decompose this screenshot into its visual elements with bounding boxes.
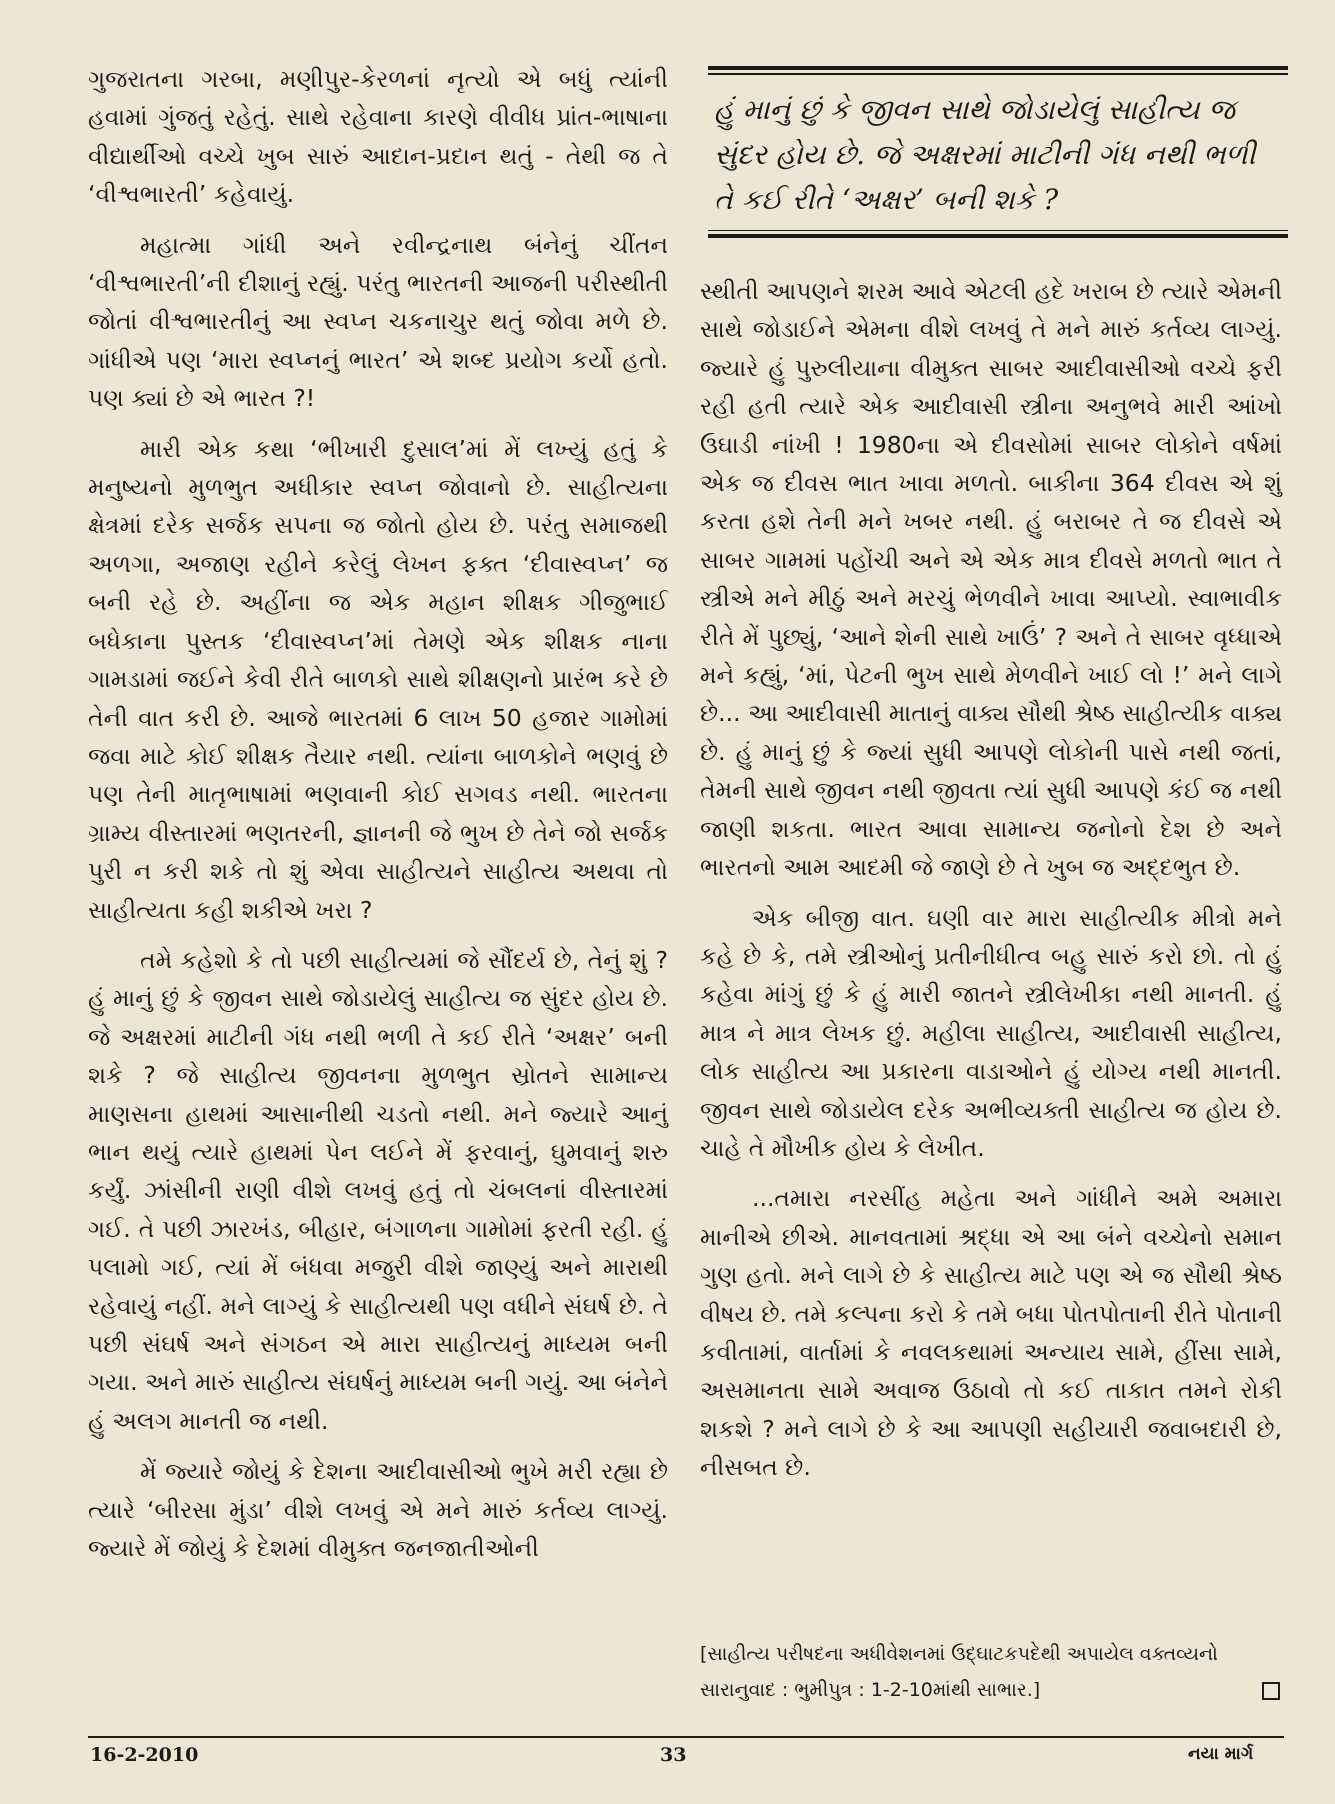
divider [708,234,1288,238]
paragraph: સ્થીતી આપણને શરમ આવે એટલી હદે ખરાબ છે ત્યારે એમની સાથે જોડાઈને એમના વીશે લખવું તે મને મારું કર્તવ્ય લાગ્યું. જ્યારે હું પુરુલીયાના વીમુક્ત સાબર આદીવાસીઓ વચ્ચે ફરી રહી હતી ત્યારે એક આદીવાસી સ્ત્રીના અનુભવે મારી આંખો ઉઘાડી નાંખી ! 1980ના એ દીવસોમાં સાબર લોકોને વર્ષમાં એક જ દીવસ ભાત ખાવા મળતો. બાકીના 364 દીવસ એ શું કરતા હશે તેની મને ખબર નથી. હું બરાબર તે જ દીવસે એ સાબર ગામમાં પહોંચી અને એ એક માત્ર દીવસે મળતો ભાત તે સ્ત્રીએ મને મીઠું અને મરચું ભેળવીને ખાવા આપ્યો. સ્વાભાવીક રીતે મેં પુછ્યું, ‘આને શેની સાથે ખાઉં’ ? અને તે સાબર વૃધ્ધાએ મને કહ્યું, ‘માં, પેટની ભુખ સાથે મેળવીને ખાઈ લો !’ મને લાગે છે... આ આદીવાસી માતાનું વાક્ય સૌથી શ્રેષ્ઠ સાહીત્યીક વાક્ય છે. હું માનું છું કે જ્યાં સુધી આપણે લોકોની પાસે નથી જતાં, તેમની સાથે જીવન નથી જીવતા ત્યાં સુધી આપણે કંઈ જ નથી જાણી શકતા. ભારત આવા સામાન્ય જનોનો દેશ છે અને ભારતનો આમ આદમી જે જાણે છે તે ખુબ જ અદ્દભુત છે. [700,277,1282,882]
paragraph: એક બીજી વાત. ઘણી વાર મારા સાહીત્યીક મીત્રો મને કહે છે કે, તમે સ્ત્રીઓનું પ્રતીનીધીત્વ બહુ સારું કરો છો. તો હું કહેવા માંગું છું કે હું મારી જાતને સ્ત્રીલેખીકા નથી માનતી. હું માત્ર ને માત્ર લેખક છું. મહીલા સાહીત્ય, આદીવાસી સાહીત્ય, લોક સાહીત્ય આ પ્રકારના વાડાઓને હું યોગ્ય નથી માનતી. જીવન સાથે જોડાયેલ દરેક અભીવ્યક્તી સાહીત્ય જ હોય છે. ચાહે તે મૌખીક હોય કે લેખીત. [700,903,1282,1162]
footnote-text: [સાહીત્ય પરીષદના અધીવેશનમાં ઉદ્ઘાટકપદેથી અપાયેલ વક્તવ્યનો સારાનુવાદ : ભુમીપુત્ર : 1-2-10માંથી સાભાર.] [700,1643,1218,1701]
source-footnote [700,1636,1282,1708]
page-number: 33 [660,1744,687,1766]
footer-divider [88,1736,1284,1738]
pull-quote-text: હું માનું છું કે જીવન સાથે જોડાયેલું સાહીત્ય જ સુંદર હોય છે. જે અક્ષરમાં માટીની ગંધ નથી ભળી તે કઈ રીતે ‘અક્ષર’ બની શકે ? [714,92,1256,216]
end-mark-icon [1262,1682,1280,1700]
paragraph: ગુજરાતના ગરબા, મણીપુર-કેરળનાં નૃત્યો એ બધું ત્યાંની હવામાં ગુંજતું રહેતું. સાથે રહેવાના કારણે વીવીધ પ્રાંત-ભાષાના વીદ્યાર્થીઓ વચ્ચે ખુબ સારું આદાન-પ્રદાન થતું - તેથી જ તે ‘વીશ્વભારતી’ કહેવાયું. [88,65,668,209]
paragraph: મારી એક કથા ‘ભીખારી દુસાલ’માં મેં લખ્યું હતું કે મનુષ્યનો મુળભુત અધીકાર સ્વપ્ન જોવાનો છે. સાહીત્યના ક્ષેત્રમાં દરેક સર્જક સપના જ જોતો હોય છે. પરંતુ સમાજથી અળગા, અજાણ રહીને કરેલું લેખન ફક્ત ‘દીવાસ્વપ્ન’ જ બની રહે છે. અહીંના જ એક મહાન શીક્ષક ગીજુભાઈ બધેકાના પુસ્તક ‘દીવાસ્વપ્ન’માં તેમણે એક શીક્ષક નાના ગામડામાં જઈને કેવી રીતે બાળકો સાથે શીક્ષણનો પ્રારંભ કરે છે તેની વાત કરી છે. આજે ભારતમાં 6 લાખ 50 હજાર ગામોમાં જવા માટે કોઈ શીક્ષક તૈયાર નથી. ત્યાંના બાળકોને ભણવું છે પણ તેની માતૃભાષામાં ભણવાની કોઈ સગવડ નથી. ભારતના ગ્રામ્ય વીસ્તારમાં ભણતરની, જ્ઞાનની જે ભુખ છે તેને જો સર્જક પુરી ન કરી શકે તો શું એવા સાહીત્યને સાહીત્ય અથવા તો સાહીત્યતા કહી શકીએ ખરા ? [88,434,668,924]
pull-quote [708,66,1288,238]
paragraph: મેં જ્યારે જોયું કે દેશના આદીવાસીઓ ભુખે મરી રહ્યા છે ત્યારે ‘બીરસા મુંડા’ વીશે લખવું એ મને મારું કર્તવ્ય લાગ્યું. જ્યારે મેં જોયું કે દેશમાં વીમુક્ત જનજાતીઓની [88,1457,668,1563]
left-column [88,60,668,1579]
paragraph: ...તમારા નરસીંહ મહેતા અને ગાંધીને અમે અમારા માનીએ છીએ. માનવતામાં શ્રદ્ધા એ આ બંને વચ્ચેનો સમાન ગુણ હતો. મને લાગે છે કે સાહીત્ય માટે પણ એ જ સૌથી શ્રેષ્ઠ વીષય છે. તમે કલ્પના કરો કે તમે બધા પોતપોતાની રીતે પોતાની કવીતામાં, વાર્તામાં કે નવલકથામાં અન્યાય સામે, હીંસા સામે, અસમાનતા સામે અવાજ ઉઠાવો તો કઈ તાકાત તમને રોકી શકશે ? મને લાગે છે કે આ આપણી સહીયારી જવાબદારી છે, નીસબત છે. [700,1184,1282,1482]
divider [708,66,1288,70]
issue-date: 16-2-2010 [90,1744,199,1766]
paragraph: મહાત્મા ગાંધી અને રવીન્દ્રનાથ બંનેનું ચીંતન ‘વીશ્વભારતી’ની દીશાનું રહ્યું. પરંતુ ભારતની આજની પરીસ્થીતી જોતાં વીશ્વભારતીનું આ સ્વપ્ન ચકનાચુર થતું જોવા મળે છે. ગાંધીએ પણ ‘મારા સ્વપ્નનું ભારત’ એ શબ્દ પ્રયોગ કર્યો હતો. પણ ક્યાં છે એ ભારત ?! [88,230,668,413]
magazine-name: નયા માર્ગ [1188,1744,1254,1764]
right-column [700,272,1282,1499]
paragraph: તમે કહેશો કે તો પછી સાહીત્યમાં જે સૌંદર્ય છે, તેનું શું ? હું માનું છું કે જીવન સાથે જોડાયેલું સાહીત્ય જ સુંદર હોય છે. જે અક્ષરમાં માટીની ગંધ નથી ભળી તે કઈ રીતે ‘અક્ષર’ બની શકે ? જે સાહીત્ય જીવનના મુળભુત સ્રોતને સામાન્ય માણસના હાથમાં આસાનીથી ચડતો નથી. મને જ્યારે આનું ભાન થયું ત્યારે હાથમાં પેન લઈને મેં ફરવાનું, ઘુમવાનું શરુ કર્યું. ઝાંસીની રાણી વીશે લખવું હતું તો ચંબલનાં વીસ્તારમાં ગઈ. તે પછી ઝારખંડ, બીહાર, બંગાળના ગામોમાં ફરતી રહી. હું પલામો ગઈ, ત્યાં મેં બંધવા મજુરી વીશે જાણ્યું અને મારાથી રહેવાયું નહીં. મને લાગ્યું કે સાહીત્યથી પણ વધીને સંઘર્ષ છે. તે પછી સંઘર્ષ અને સંગઠન એ મારા સાહીત્યનું માધ્યમ બની ગયા. અને મારું સાહીત્ય સંઘર્ષનું માધ્યમ બની ગયું. આ બંનેને હું અલગ માનતી જ નથી. [88,945,668,1435]
divider [708,230,1288,232]
